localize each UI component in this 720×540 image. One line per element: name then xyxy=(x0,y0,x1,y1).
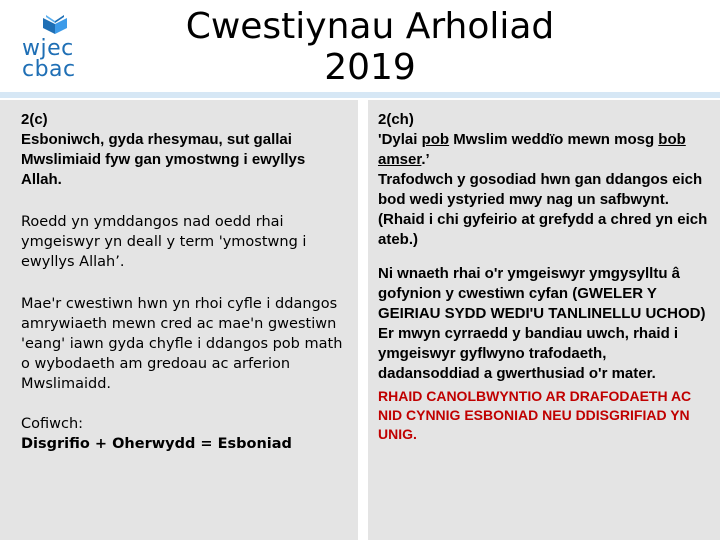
quote-middle: Mwslim weddïo mewn mosg xyxy=(449,131,659,148)
quote-underlined-pob: pob xyxy=(421,131,450,148)
question-2ch-instruction: Trafodwch y gosodiad hwn gan ddangos eich bod wedi ystyried mwy nag un safbwynt. xyxy=(378,171,703,208)
page-title: Cwestiynau Arholiad 2019 xyxy=(185,6,555,88)
right-comment-1: Ni wnaeth rhai o'r ymgeiswyr ymgysylltu â gofynion y cwestiwn cyfan (GWELER Y GEIRIAU SYDD WEDI'U TANLINELLU UCHOD) xyxy=(378,265,706,322)
warning-text: RHAID CANOLBWYNTIO AR DRAFODAETH AC NID CYNNIG ESBONIAD NEU DDISGRIFIAD YN UNIG. xyxy=(378,388,692,442)
reminder-label: Cofiwch: xyxy=(21,416,84,432)
question-ref-2c: 2(c) xyxy=(21,111,48,128)
logo-line-cbac: cbac xyxy=(22,57,76,82)
left-comment-1: Roedd yn ymddangos nad oedd rhai ymgeiswyr yn deall y term 'ymostwng i ewyllys Allah’. xyxy=(21,214,307,270)
left-comment-2: Mae'r cwestiwn hwn yn rhoi cyfle i ddangos amrywiaeth mewn cred ac mae'n gwestiwn 'eang' iawn gyda chyfle i ddangos pob math o wybodaeth am gredoau ac arferion Mwslimaidd. xyxy=(21,296,343,392)
left-panel xyxy=(0,100,358,540)
header-divider xyxy=(0,92,720,98)
question-2ch-note: (Rhaid i chi gyfeirio at grefydd a chred yn eich ateb.) xyxy=(378,211,708,248)
right-panel xyxy=(368,100,720,540)
right-comment-2: Er mwyn cyrraedd y bandiau uwch, rhaid i ymgeiswyr gyflwyno trafodaeth, dadansoddiad a gwerthusiad o'r mater. xyxy=(378,325,679,382)
column-gap xyxy=(358,100,368,540)
open-book-icon xyxy=(40,14,70,36)
logo-line-wjec: wjec xyxy=(22,36,74,61)
quote-underlined-bob-amser: bob amser xyxy=(378,131,686,168)
question-ref-2ch: 2(ch) xyxy=(378,111,414,128)
wjec-cbac-logo xyxy=(18,14,88,84)
quote-end: .’ xyxy=(421,151,430,168)
slide-header xyxy=(0,0,720,92)
reminder-formula: Disgrifio + Oherwydd = Esboniad xyxy=(21,436,292,452)
question-2c-text: Esboniwch, gyda rhesymau, sut gallai Mwslimiaid fyw gan ymostwng i ewyllys Allah. xyxy=(21,131,306,188)
question-2ch-quote xyxy=(378,130,710,170)
quote-start: 'Dylai xyxy=(378,131,422,148)
